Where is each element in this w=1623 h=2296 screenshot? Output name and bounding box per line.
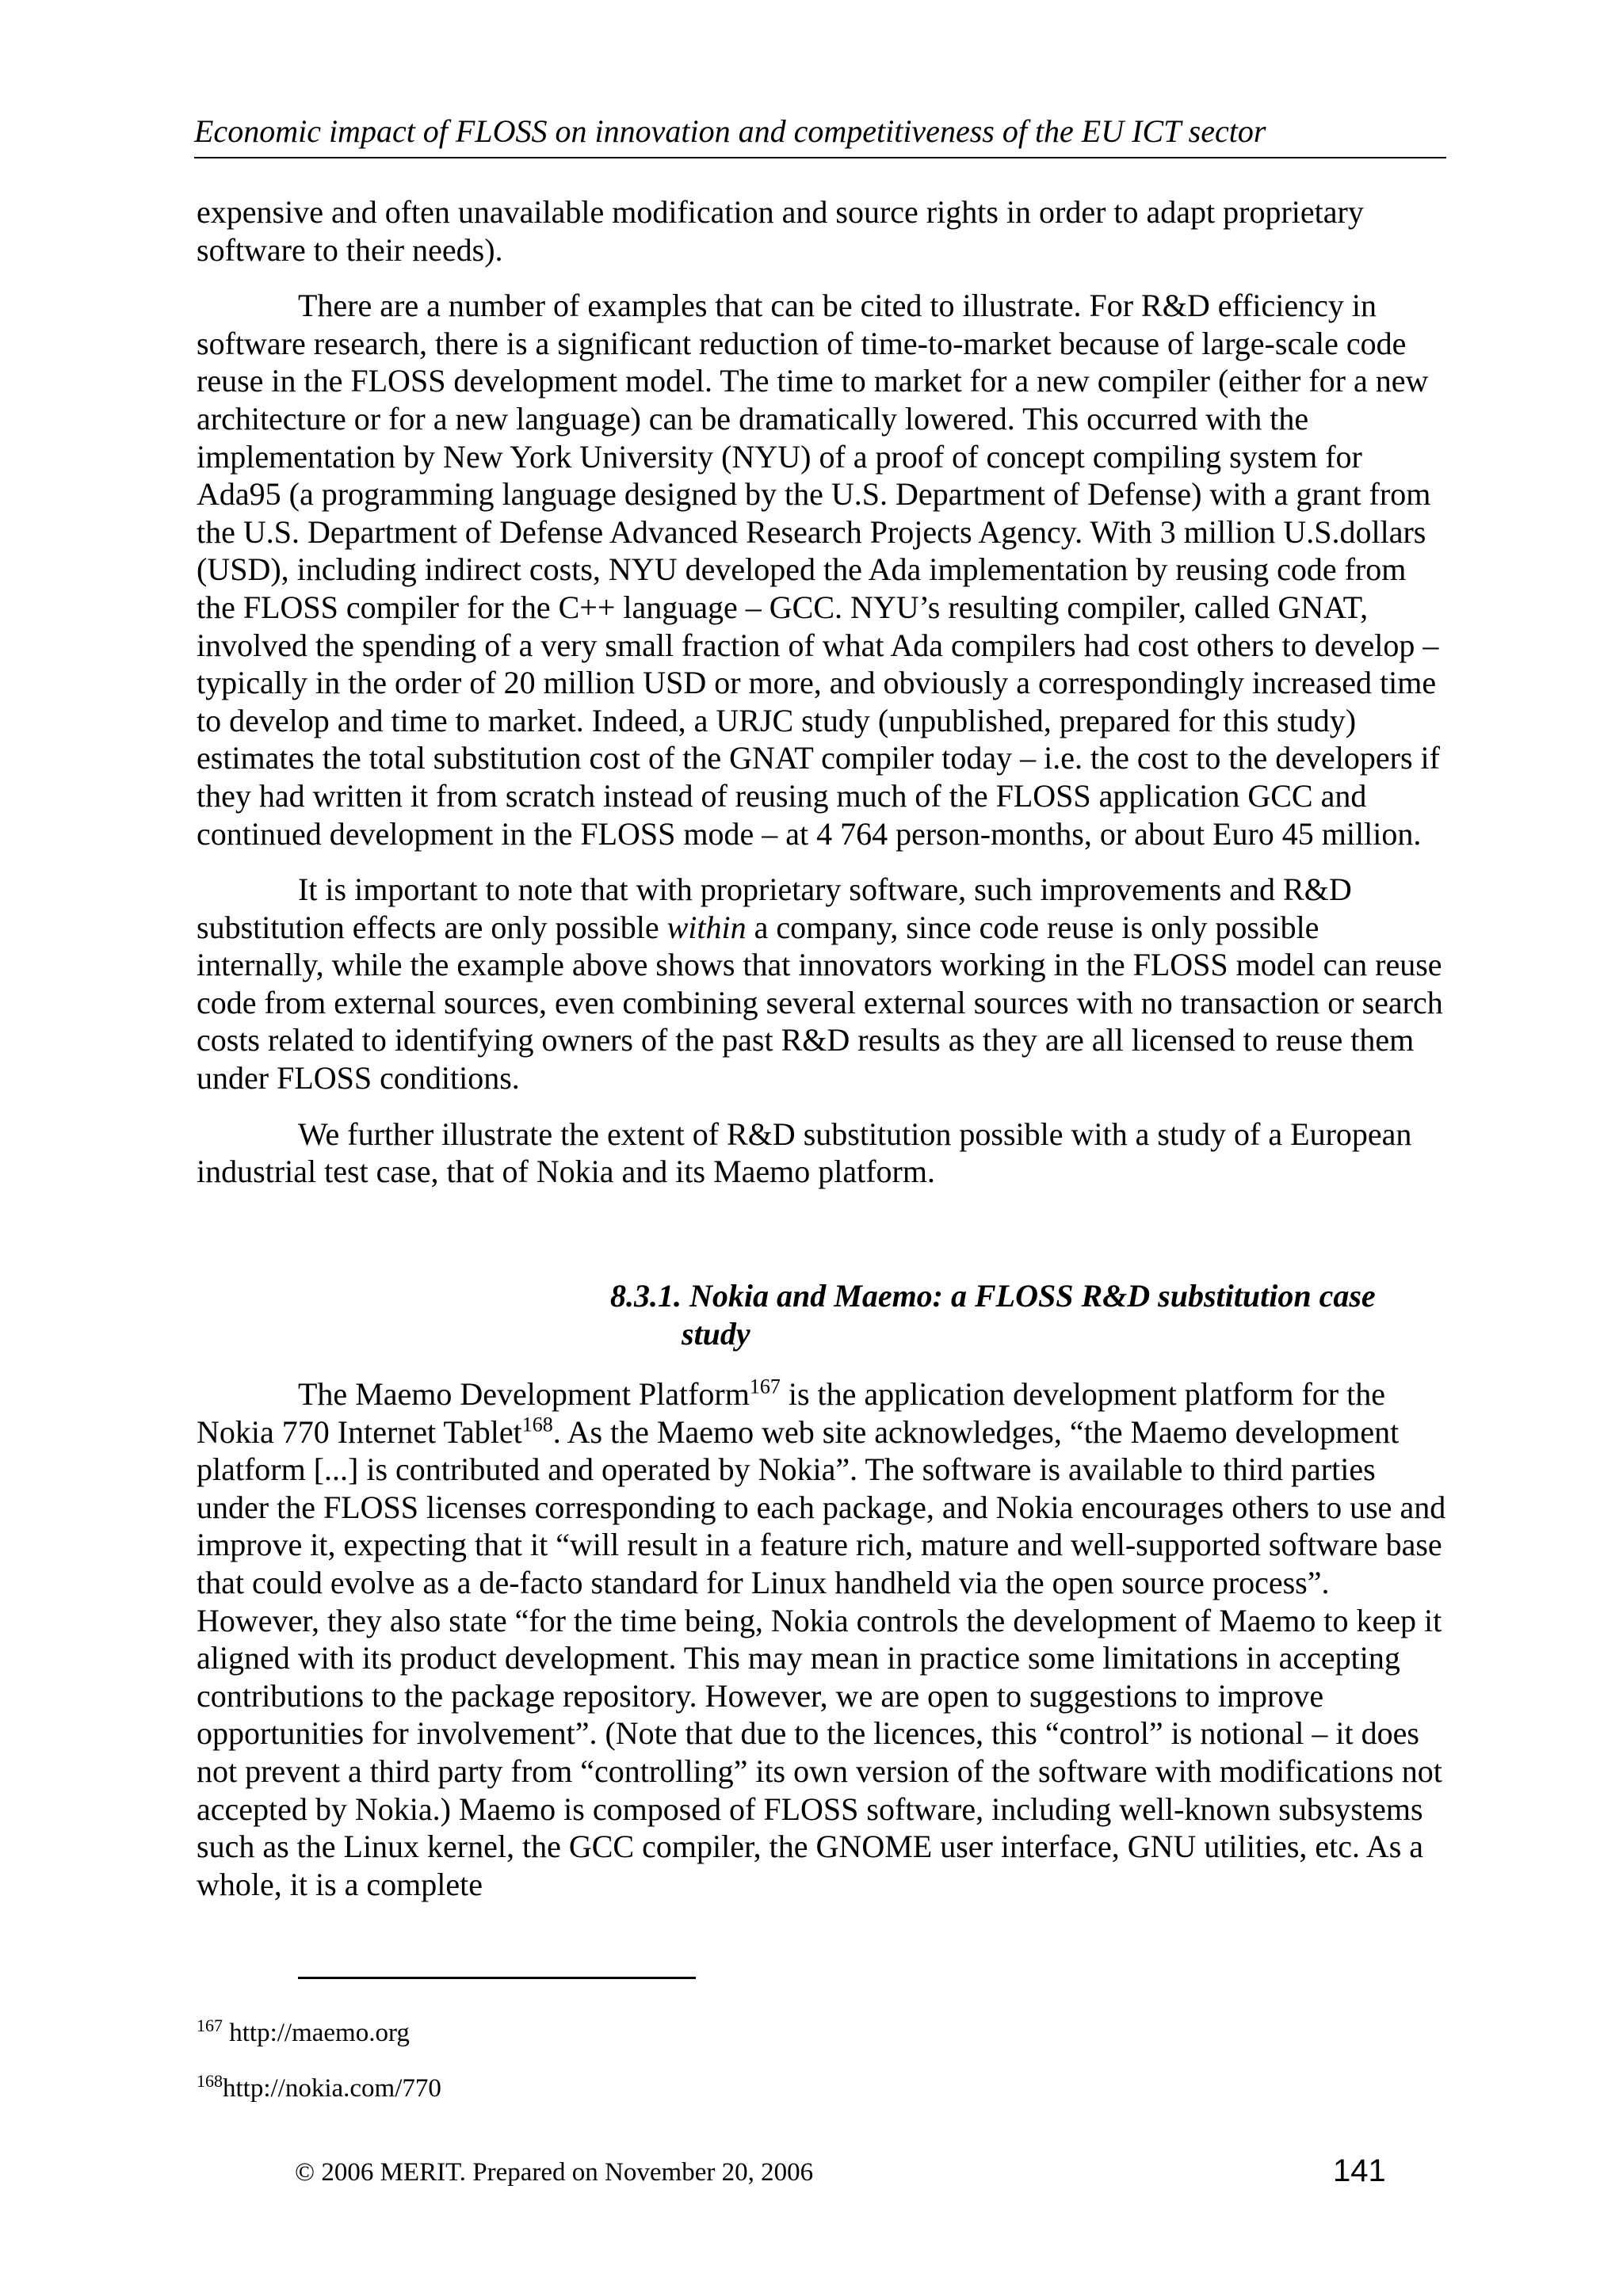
paragraph-nokia-intro: We further illustrate the extent of R&D substitution possible with a study of a European industrial test case, that of Nokia and its Maemo platform. xyxy=(197,1116,1412,1190)
section-title-line-1: Nokia and Maemo: a FLOSS R&D substitution case xyxy=(689,1278,1376,1314)
maemo-text-1: The Maemo Development Platform xyxy=(298,1376,750,1412)
paragraph-text-after: a company, since code reuse is only possible internally, while the example above shows that innovators working in the FLOSS model can reuse code from external sources, even combining several external sources with no transaction or search costs related to identifying owners of the past R&D results as they are all licensed to reuse them under FLOSS conditions. xyxy=(197,909,1443,1097)
paragraph-text-before: It is important to note that with proprietary software, such improvements and R&D substitution effects are only possible xyxy=(197,871,1352,945)
paragraph-continuation: expensive and often unavailable modification and source rights in order to adapt proprietary software to their needs). xyxy=(197,194,1364,268)
footnote-168 xyxy=(197,2073,441,2104)
paragraph-proprietary-comparison xyxy=(197,871,1449,1097)
footnote-167 xyxy=(197,2017,410,2049)
footnote-ref-167[interactable]: 167 xyxy=(749,1375,781,1398)
paragraph-gnat-example: There are a number of examples that can be cited to illustrate. For R&D efficiency in software research, there is a significant reduction of time-to-market because of large-scale code reuse in the FLOSS development model. The time to market for a new compiler (either for a new architecture or for a new language) can be dramatically lowered. This occurred with the implementation by New York University (NYU) of a proof of concept compiling system for Ada95 (a programming language designed by the U.S. Department of Defense) with a grant from the U.S. Department of Defense Advanced Research Projects Agency. With 3 million U.S.dollars (USD), including indirect costs, NYU developed the Ada implementation by reusing code from the FLOSS compiler for the C++ language – GCC. NYU’s resulting compiler, called GNAT, involved the spending of a very small fraction of what Ada compilers had cost others to develop – typically in the order of 20 million USD or more, and obviously a correspondingly increased time to develop and time to market. Indeed, a URJC study (unpublished, prepared for this study) estimates the total substitution cost of the GNAT compiler today – i.e. the cost to the developers if they had written it from scratch instead of reusing much of the FLOSS application GCC and continued development in the FLOSS mode – at 4 764 person-months, or about Euro 45 million. xyxy=(197,288,1440,852)
paragraph-maemo xyxy=(197,1375,1449,1903)
footnote-link-maemo[interactable]: http://maemo.org xyxy=(223,2019,410,2047)
section-heading-line-1 xyxy=(610,1277,1466,1315)
section-number: 8.3.1. xyxy=(610,1278,682,1314)
page-number: 141 xyxy=(1333,2153,1386,2188)
footer-copyright: © 2006 MERIT. Prepared on November 20, 2006 xyxy=(295,2158,814,2187)
running-header-title: Economic impact of FLOSS on innovation and competitiveness of the EU ICT sector xyxy=(194,113,1266,149)
maemo-text-2: is the application development platform for the Nokia 770 Internet Tablet xyxy=(197,1376,1385,1450)
section-heading xyxy=(610,1277,1466,1353)
footnote-ref-168[interactable]: 168 xyxy=(521,1413,553,1436)
footnote-number: 168 xyxy=(197,2071,223,2091)
footnote-separator xyxy=(298,1977,696,1979)
emphasis-within: within xyxy=(666,909,747,945)
footnote-number: 167 xyxy=(197,2016,223,2035)
running-header xyxy=(194,108,1446,158)
body-text xyxy=(197,193,1449,1209)
section-title-line-2: study xyxy=(682,1316,750,1352)
maemo-text-3: . As the Maemo web site acknowledges, “the Maemo development platform [...] is contributed and operated by Nokia”. The software is available to third parties under the FLOSS licenses corresponding to each package, and Nokia encourages others to use and improve it, expecting that it “will result in a feature rich, mature and well-supported software base that could evolve as a de-facto standard for Linux handheld via the open source process”. However, they also state “for the time being, Nokia controls the development of Maemo to keep it aligned with its product development. This may mean in practice some limitations in accepting contributions to the package repository. However, we are open to suggestions to improve opportunities for involvement”. (Note that due to the licences, this “control” is notional – it does not prevent a third party from “controlling” its own version of the software with modifications not accepted by Nokia.) Maemo is composed of FLOSS software, including well-known subsystems such as the Linux kernel, the GCC compiler, the GNOME user interface, GNU utilities, etc. As a whole, it is a complete xyxy=(197,1413,1446,1902)
footnote-link-nokia[interactable]: http://nokia.com/770 xyxy=(223,2074,441,2103)
